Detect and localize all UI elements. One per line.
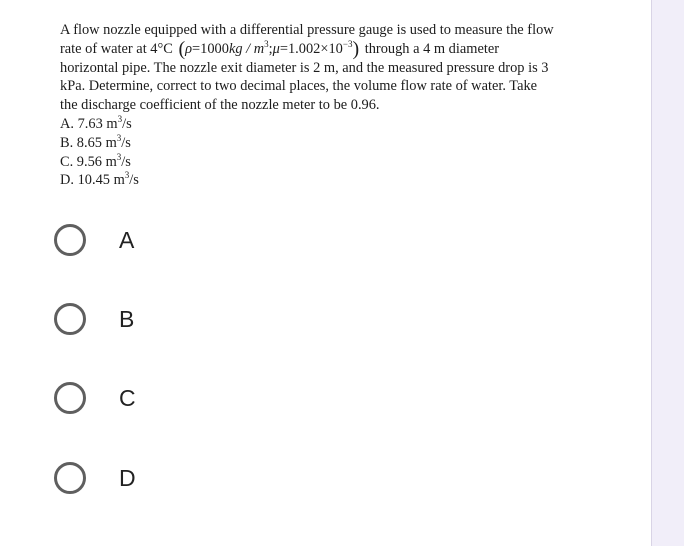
question-paragraph bbox=[60, 21, 581, 96]
radio-button-a[interactable] bbox=[54, 224, 86, 256]
option-d-label: D bbox=[119, 464, 136, 491]
properties-equation: $(\rho=1000kg / m^3;\mu=1.002\times 10^{-3})$ bbox=[178, 37, 360, 60]
option-b-label: B bbox=[119, 305, 135, 332]
option-d[interactable] bbox=[54, 458, 254, 498]
equation-separator: ; bbox=[268, 40, 273, 57]
choice-text-a: A. 7.63 $m^3/s$ bbox=[60, 113, 132, 132]
question-line-2-before: rate of water at 4°C bbox=[60, 40, 173, 57]
choice-text-d: D. 10.45 $m^3/s$ bbox=[60, 170, 139, 189]
option-b[interactable] bbox=[54, 299, 254, 339]
question-line-2-after: through a 4 m diameter bbox=[364, 40, 500, 57]
mu-symbol: μ bbox=[272, 40, 280, 57]
option-c-label: C bbox=[119, 384, 136, 411]
choice-text-c: C. 9.56 $m^3/s$ bbox=[60, 151, 131, 170]
question-line-3: horizontal pipe. The nozzle exit diameter is 2 m, and the measured pressure drop is 3 bbox=[60, 59, 549, 76]
choice-text-b: B. 8.65 $m^3/s$ bbox=[60, 132, 131, 151]
question-line-5: the discharge coefficient of the nozzle meter to be 0.96. bbox=[60, 97, 380, 114]
mu-value: =1.002×10 bbox=[279, 40, 343, 57]
rho-symbol: ρ bbox=[185, 40, 193, 57]
question-line-2 bbox=[60, 37, 581, 60]
radio-button-c[interactable] bbox=[54, 382, 86, 414]
rho-value: =1000 bbox=[192, 40, 229, 57]
option-a-label: A bbox=[119, 226, 135, 253]
question-line-1: A flow nozzle equipped with a differential pressure gauge is used to measure the flow bbox=[60, 22, 554, 38]
answer-choices-list bbox=[60, 115, 581, 190]
option-c[interactable] bbox=[54, 378, 254, 418]
radio-button-b[interactable] bbox=[54, 303, 86, 335]
density-units: kg / m bbox=[228, 40, 265, 57]
right-side-panel bbox=[651, 0, 684, 546]
question-text bbox=[60, 21, 581, 190]
question-line-4: kPa. Determine, correct to two decimal places, the volume flow rate of water. Take bbox=[60, 78, 538, 95]
radio-button-d[interactable] bbox=[54, 462, 86, 494]
mu-exponent: −3 bbox=[342, 38, 353, 49]
density-units-exponent: 3 bbox=[264, 38, 269, 49]
option-a[interactable] bbox=[54, 220, 254, 260]
